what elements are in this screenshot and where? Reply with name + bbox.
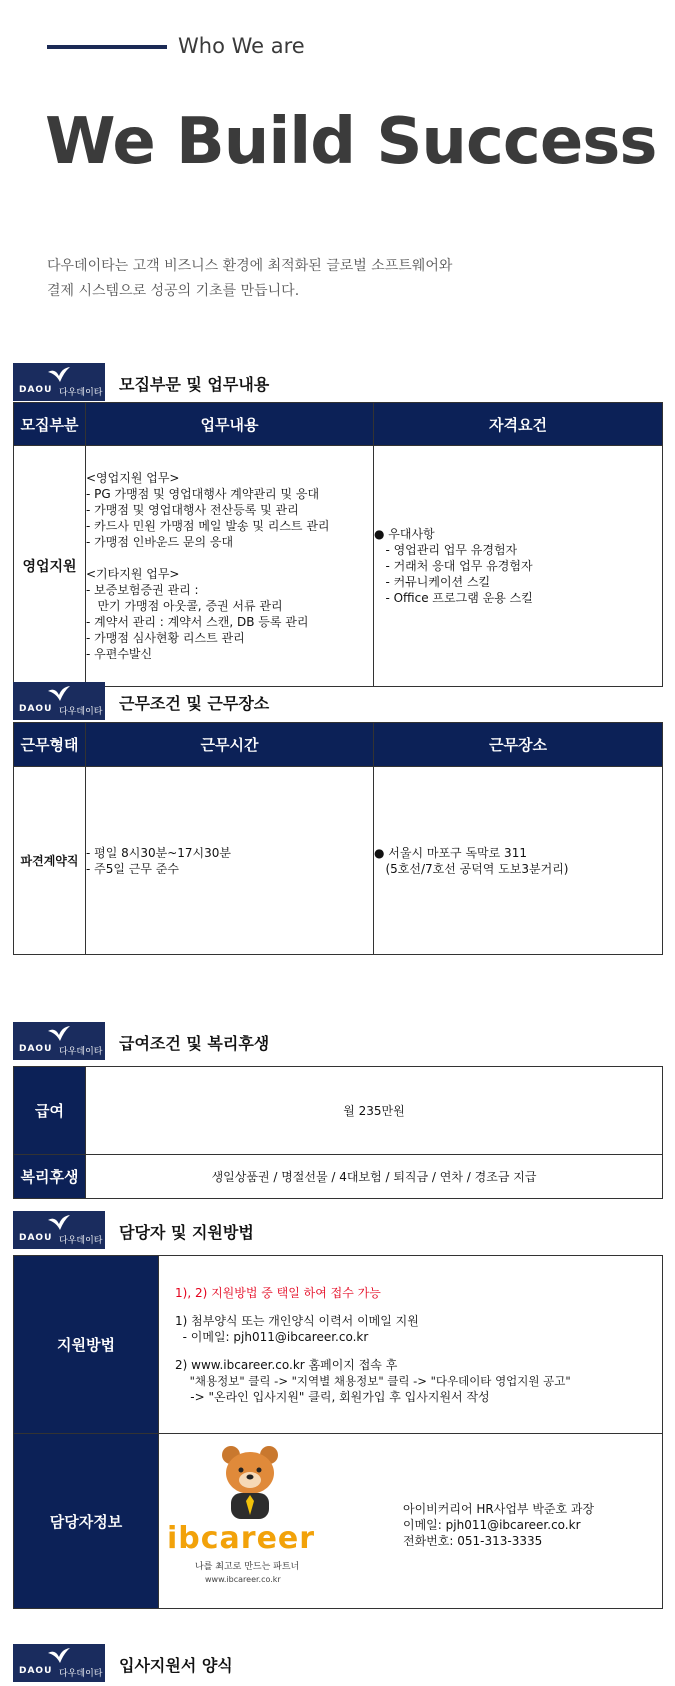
bear-mascot-icon [217, 1443, 283, 1523]
place-line: ● 서울시 마포구 독막로 311 [374, 845, 527, 860]
hero-section [0, 0, 675, 350]
row-label: 영업지원 [14, 446, 86, 687]
daou-logo [13, 682, 105, 720]
section-header-form [13, 1644, 663, 1682]
apply-line: "채용정보" 클릭 -> "지역별 채용정보" 클릭 -> "다우데이타 영업지원 공고" [175, 1373, 571, 1388]
section-title: 근무조건 및 근무장소 [119, 694, 270, 713]
duty-line: - 보증보험증권 관리 : [86, 583, 199, 597]
bird-icon [47, 1025, 71, 1043]
logo-text-en: DAOU [19, 704, 53, 714]
requirement-line: ● 우대사항 [374, 527, 435, 541]
apply-email-line: - 이메일: pjh011@ibcareer.co.kr [175, 1329, 369, 1344]
logo-text-ko: 다우데이타 [59, 707, 103, 717]
bird-icon [47, 366, 71, 384]
requirement-line: - Office 프로그램 운용 스킬 [374, 591, 533, 605]
duties-cell [86, 446, 374, 687]
apply-line: 2) www.ibcareer.co.kr 홈페이지 접속 후 [175, 1357, 398, 1372]
duty-line: - PG 가맹점 및 영업대행사 계약관리 및 응대 [86, 487, 320, 501]
duty-line: <기타지원 업무> [86, 567, 180, 581]
col-header: 근무장소 [374, 723, 663, 767]
col-header: 업무내용 [86, 403, 374, 446]
logo-text-ko: 다우데이타 [59, 388, 103, 398]
apply-line: -> "온라인 입사지원" 클릭, 회원가입 후 입사지원서 작성 [175, 1389, 490, 1404]
section-title: 담당자 및 지원방법 [119, 1223, 254, 1242]
hero-kicker: Who We are [178, 34, 305, 58]
logo-text-en: DAOU [19, 1233, 53, 1243]
requirement-line: - 거래처 응대 업무 유경험자 [374, 559, 533, 573]
salary-label: 급여 [14, 1067, 86, 1155]
ibcareer-logo-text: ibcareer [167, 1520, 316, 1556]
conditions-table [13, 722, 663, 955]
contact-info [403, 1501, 594, 1549]
section-header-salary [13, 1022, 663, 1060]
duty-line: <영업지원 업무> [86, 471, 180, 485]
contact-cell [159, 1434, 663, 1609]
salary-value: 월 235만원 [86, 1067, 663, 1155]
section-header-apply [13, 1211, 663, 1249]
hero-title: We Build Success [45, 105, 657, 179]
row-label: 파견계약직 [14, 767, 86, 955]
section-title: 모집부문 및 업무내용 [119, 375, 270, 394]
duty-line: - 우편수발신 [86, 647, 153, 661]
logo-text-ko: 다우데이타 [59, 1047, 103, 1057]
ibcareer-slogan: 나를 최고로 만드는 파트너 [195, 1561, 300, 1572]
recruit-table [13, 402, 663, 687]
daou-logo [13, 1211, 105, 1249]
logo-text-ko: 다우데이타 [59, 1669, 103, 1679]
daou-logo [13, 1022, 105, 1060]
col-header: 자격요건 [374, 403, 663, 446]
place-cell [374, 767, 663, 955]
salary-table [13, 1066, 663, 1199]
bird-icon [47, 685, 71, 703]
bird-icon [47, 1214, 71, 1232]
apply-spacer [175, 1301, 662, 1313]
requirement-line: - 커뮤니케이션 스킬 [374, 575, 491, 589]
contact-line: 전화번호: 051-313-3335 [403, 1533, 543, 1548]
hero-desc-line: 결제 시스템으로 성공의 기초를 만듭니다. [47, 283, 300, 299]
requirement-line: - 영업관리 업무 유경험자 [374, 543, 518, 557]
apply-spacer [175, 1345, 662, 1357]
contact-line: 아이비커리어 HR사업부 박준호 과장 [403, 1501, 595, 1516]
col-header: 근무형태 [14, 723, 86, 767]
hero-desc-line: 다우데이타는 고객 비즈니스 환경에 최적화된 글로벌 소프트웨어와 [47, 258, 453, 274]
duty-line: - 계약서 관리 : 계약서 스캔, DB 등록 관리 [86, 615, 309, 629]
duty-spacer [86, 550, 373, 566]
section-header-recruit [13, 363, 663, 401]
requirements-cell [374, 446, 663, 687]
hours-line: - 주5일 근무 준수 [86, 861, 179, 876]
hours-cell [86, 767, 374, 955]
welfare-value: 생일상품권 / 명절선물 / 4대보험 / 퇴직금 / 연차 / 경조금 지급 [86, 1155, 663, 1199]
logo-text-en: DAOU [19, 1666, 53, 1676]
ibcareer-url: www.ibcareer.co.kr [205, 1574, 281, 1584]
logo-text-en: DAOU [19, 385, 53, 395]
apply-table [13, 1255, 663, 1609]
hero-accent-line [47, 45, 167, 49]
apply-note: 1), 2) 지원방법 중 택일 하여 접수 가능 [175, 1285, 381, 1300]
section-title: 급여조건 및 복리후생 [119, 1034, 270, 1053]
apply-label: 지원방법 [14, 1256, 159, 1434]
section-title: 입사지원서 양식 [119, 1656, 233, 1675]
contact-label: 담당자정보 [14, 1434, 159, 1609]
col-header: 근무시간 [86, 723, 374, 767]
logo-text-ko: 다우데이타 [59, 1236, 103, 1246]
apply-line: 1) 첨부양식 또는 개인양식 이력서 이메일 지원 [175, 1313, 419, 1328]
daou-logo [13, 1644, 105, 1682]
duty-line: - 카드사 민원 가맹점 메일 발송 및 리스트 관리 [86, 519, 330, 533]
contact-line: 이메일: pjh011@ibcareer.co.kr [403, 1517, 581, 1532]
section-header-conditions [13, 682, 663, 720]
duty-line: - 가맹점 인바운드 문의 응대 [86, 535, 234, 549]
hero-description [47, 254, 452, 304]
duty-line: - 가맹점 및 영업대행사 전산등록 및 관리 [86, 503, 299, 517]
duty-line: - 가맹점 심사현황 리스트 관리 [86, 631, 245, 645]
col-header: 모집부분 [14, 403, 86, 446]
hours-line: - 평일 8시30분~17시30분 [86, 845, 232, 860]
welfare-label: 복리후생 [14, 1155, 86, 1199]
duty-line: 만기 가맹점 아웃콜, 증권 서류 관리 [86, 599, 283, 613]
daou-logo [13, 363, 105, 401]
bird-icon [47, 1647, 71, 1665]
logo-text-en: DAOU [19, 1044, 53, 1054]
place-line: (5호선/7호선 공덕역 도보3분거리) [374, 861, 569, 876]
apply-cell [159, 1256, 663, 1434]
